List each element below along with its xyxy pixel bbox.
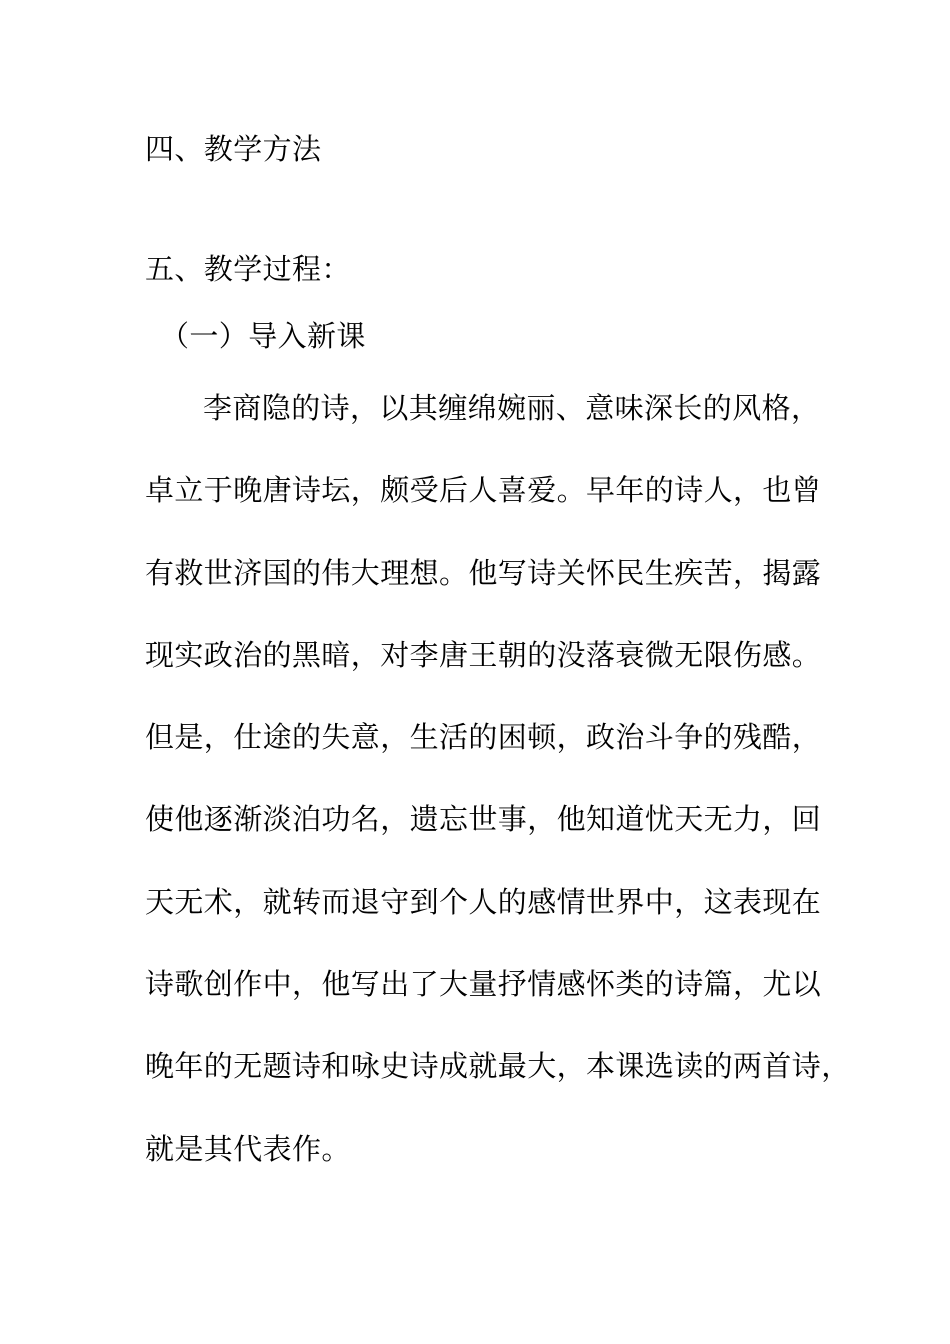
subsection-heading-introduction: （一）导入新课	[160, 319, 366, 353]
paragraph-line: 有救世济国的伟大理想。他写诗关怀民生疾苦，揭露	[145, 556, 822, 590]
paragraph-line: 就是其代表作。	[145, 1132, 351, 1166]
section-heading-teaching-process: 五、教学过程：	[145, 252, 351, 286]
paragraph-line: 现实政治的黑暗，对李唐王朝的没落衰微无限伤感。	[145, 638, 822, 672]
paragraph-line: 晚年的无题诗和咏史诗成就最大，本课选读的两首诗，	[145, 1049, 851, 1083]
section-heading-teaching-methods: 四、教学方法	[145, 132, 322, 166]
paragraph-line: 卓立于晚唐诗坛，颇受后人喜爱。早年的诗人，也曾	[145, 473, 822, 507]
paragraph-line: 天无术，就转而退守到个人的感情世界中，这表现在	[145, 885, 822, 919]
paragraph-line: 李商隐的诗，以其缠绵婉丽、意味深长的风格，	[203, 391, 821, 425]
paragraph-line: 诗歌创作中，他写出了大量抒情感怀类的诗篇，尤以	[145, 967, 822, 1001]
paragraph-line: 使他逐渐淡泊功名，遗忘世事，他知道忧天无力，回	[145, 802, 822, 836]
paragraph-line: 但是，仕途的失意，生活的困顿，政治斗争的残酷，	[145, 720, 822, 754]
